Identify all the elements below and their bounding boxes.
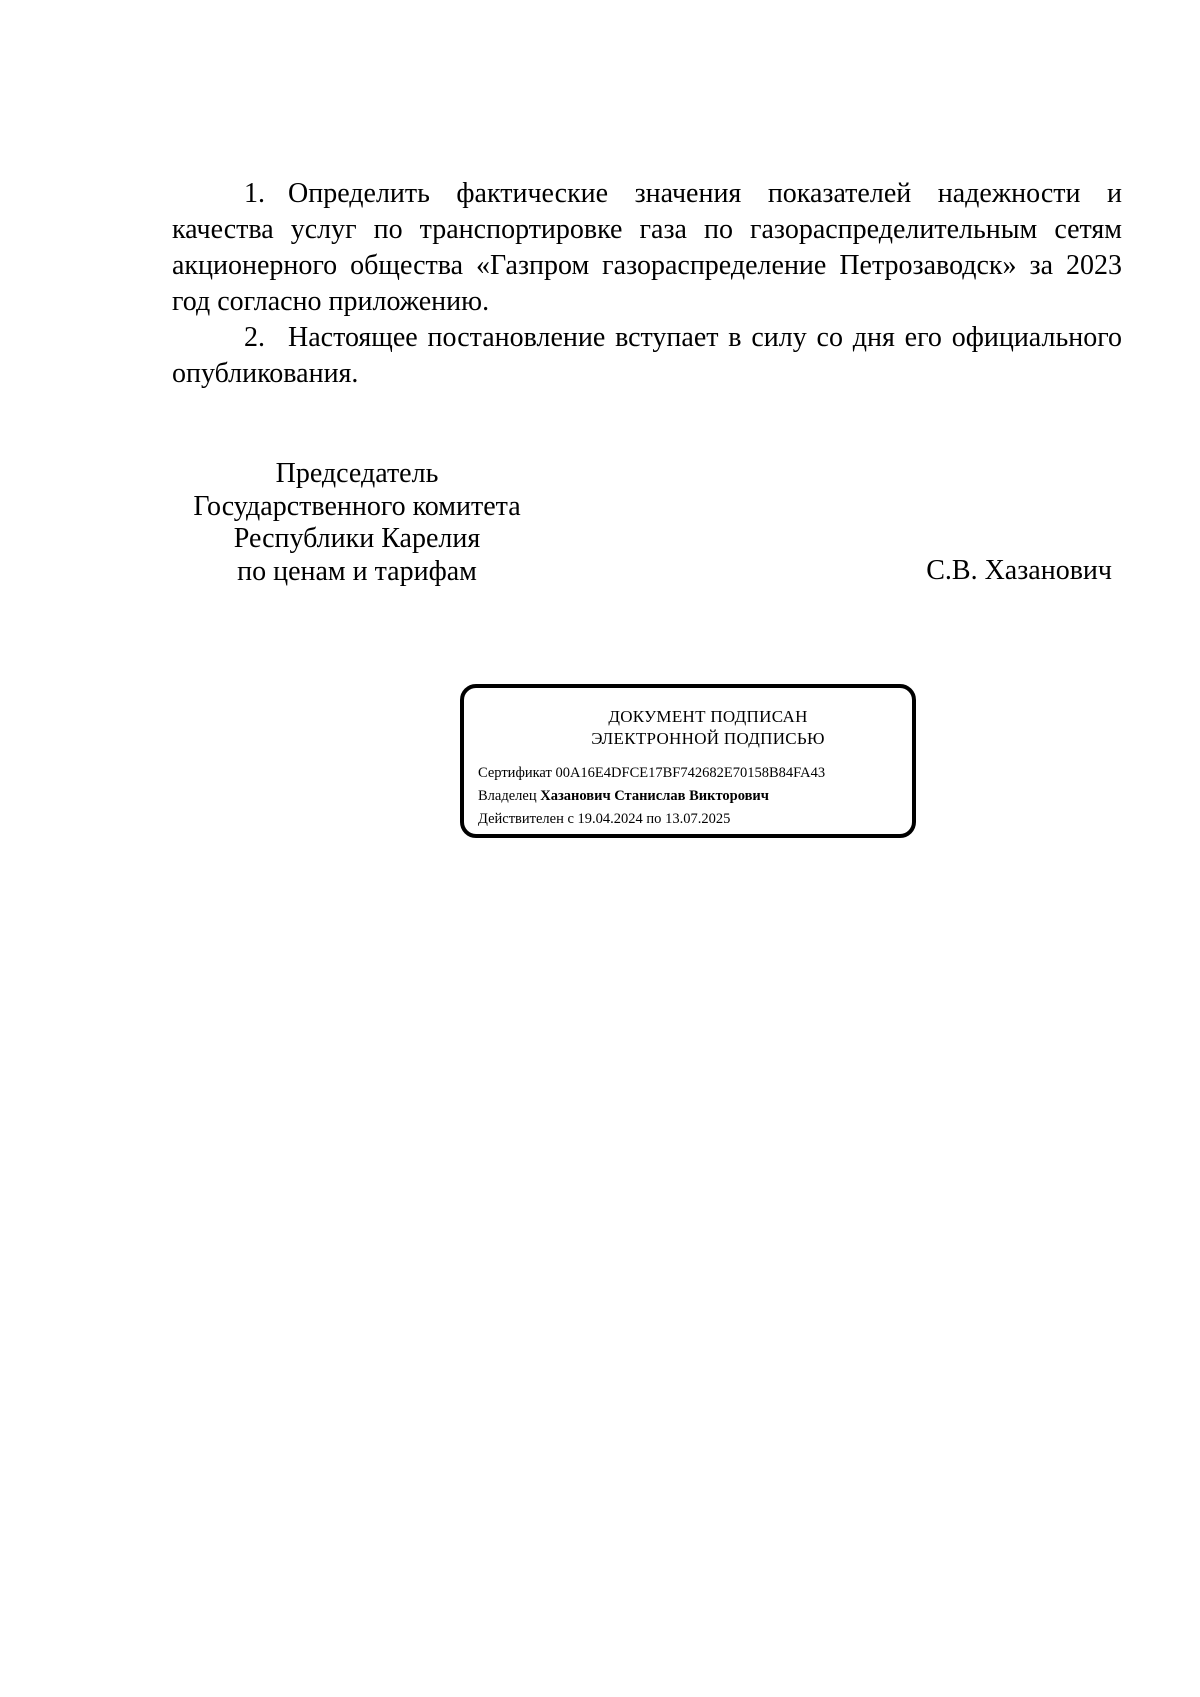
signature-block <box>172 458 1122 598</box>
stamp-certificate-line <box>478 762 898 785</box>
paragraph-2-text: Настоящее постановление вступает в силу со дня его официального опубликования. <box>172 322 1122 389</box>
stamp-title-line-1: ДОКУМЕНТ ПОДПИСАН <box>608 707 808 726</box>
certificate-label: Сертификат <box>478 765 552 781</box>
valid-label: Действителен с <box>478 811 574 827</box>
paragraph-1-text: Определить фактические значения показателей надежности и качества услуг по транспортировке газа по газораспределительным сетям акционерного общества «Газпром газораспределение Петрозаводск» за 2023 год согласно приложению. <box>172 178 1122 317</box>
position-line-4: по ценам и тарифам <box>237 555 477 587</box>
paragraph-1 <box>172 176 1122 320</box>
paragraph-1-number: 1. <box>244 178 265 209</box>
valid-to: 13.07.2025 <box>665 811 731 827</box>
valid-from: 19.04.2024 <box>577 811 643 827</box>
paragraph-2 <box>172 320 1122 392</box>
position-line-1: Председатель <box>275 458 439 489</box>
position-line-3: Республики Карелия <box>233 523 481 554</box>
stamp-owner-line <box>478 785 898 808</box>
paragraph-2-number: 2. <box>244 322 265 353</box>
owner-value: Хазанович Станислав Викторович <box>540 788 769 804</box>
certificate-value: 00A16E4DFCE17BF742682E70158B84FA43 <box>555 765 826 781</box>
stamp-title <box>478 706 898 750</box>
signatory-position <box>172 458 542 588</box>
stamp-title-line-2: ЭЛЕКТРОННОЙ ПОДПИСЬЮ <box>591 729 825 748</box>
stamp-details <box>478 762 898 831</box>
electronic-signature-stamp <box>460 684 916 838</box>
document-body <box>172 176 1122 392</box>
valid-to-label: по <box>646 811 662 827</box>
owner-label: Владелец <box>478 788 537 804</box>
signatory-name: С.В. Хазанович <box>926 555 1112 586</box>
stamp-validity-line <box>478 808 898 831</box>
position-line-2: Государственного комитета <box>193 490 521 522</box>
